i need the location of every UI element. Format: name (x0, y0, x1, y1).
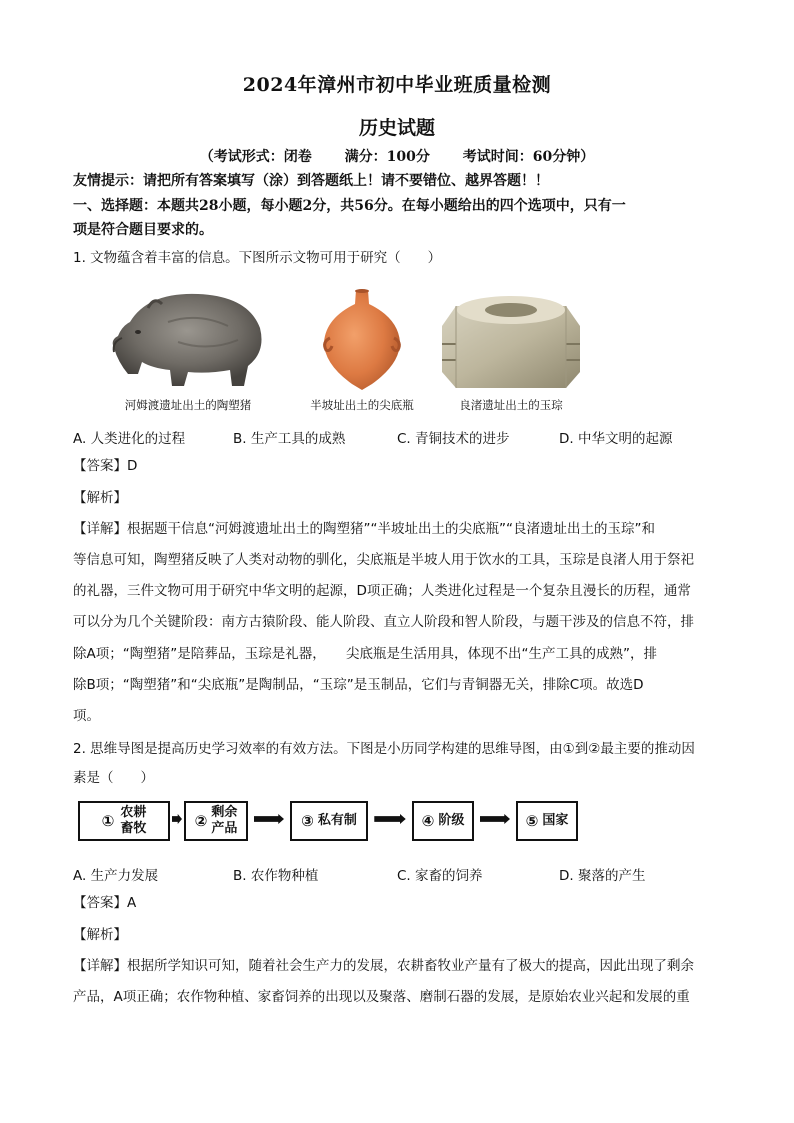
q1-analysis-heading: 【解析】 (73, 490, 127, 506)
q1-option-a[interactable]: A. 人类进化的过程 (73, 431, 186, 447)
flow-box-state: ⑤ 国家 (516, 801, 578, 841)
page-subtitle: 历史试题 (358, 117, 435, 139)
q1-detail-line: 可以分为几个关键阶段：南方古猿阶段、能人阶段、直立人阶段和智人阶段，与题干涉及的信息不符，排 (73, 614, 694, 630)
caption-cong: 良渚遗址出土的玉琮 (459, 398, 563, 412)
pointed-bottom-bottle-image (316, 286, 408, 392)
flow-box-surplus: ② 剩余 产品 (184, 801, 248, 841)
q1-detail-line: 等信息可知，陶塑猪反映了人类对动物的驯化，尖底瓶是半坡人用于饮水的工具，玉琮是良渚人用于祭祀 (73, 552, 694, 568)
arrow-right-icon (248, 814, 290, 824)
q1-option-d[interactable]: D. 中华文明的起源 (559, 431, 673, 447)
caption-pig: 河姆渡遗址出土的陶塑猪 (124, 398, 252, 412)
notice: 友情提示：请把所有答案填写（涂）到答题纸上！请不要错位、越界答题！！ (73, 173, 549, 189)
q1-detail-line: 除B项；“陶塑猪”和“尖底瓶”是陶制品，“玉琮”是玉制品，它们与青铜器无关，排除C项。故选D (73, 677, 644, 693)
flow-box-farming: ① 农耕 畜牧 (78, 801, 170, 841)
page-title: 2024年漳州市初中毕业班质量检测 (242, 74, 552, 96)
q2-detail-line: 【详解】根据所学知识可知，随着社会生产力的发展，农耕畜牧业产量有了极大的提高，因此出现了剩余 (73, 958, 694, 974)
arrow-right-icon (170, 814, 184, 824)
q1-answer: 【答案】D (73, 458, 138, 474)
q1-detail-line: 项。 (73, 708, 100, 724)
flow-box-private-ownership: ③ 私有制 (290, 801, 368, 841)
q1-detail-line: 除A项；“陶塑猪”是陪葬品，玉琮是礼器， 尖底瓶是生活用具，体现不出“生产工具的成熟”，排 (73, 646, 657, 662)
pottery-pig-image (108, 282, 268, 390)
flow-box-class: ④ 阶级 (412, 801, 474, 841)
arrow-right-icon (368, 814, 412, 824)
q1-detail-line: 的礼器，三件文物可用于研究中华文明的起源，D项正确；人类进化过程是一个复杂且漫长的历程，通常 (73, 583, 691, 599)
q1-option-b[interactable]: B. 生产工具的成熟 (233, 431, 346, 447)
section1-line1: 一、选择题：本题共28小题，每小题2分，共56分。在每小题给出的四个选项中，只有一 (73, 198, 626, 214)
q2-option-a[interactable]: A. 生产力发展 (73, 868, 159, 884)
section1-line2: 项是符合题目要求的。 (73, 222, 213, 238)
exam-score: 满分：100分 (344, 149, 430, 165)
caption-bottle: 半坡址出土的尖底瓶 (310, 398, 414, 412)
q2-analysis-heading: 【解析】 (73, 927, 127, 943)
jade-cong-image (436, 284, 586, 392)
exam-meta (0, 146, 794, 166)
q2-detail-line: 产品，A项正确；农作物种植、家畜饲养的出现以及聚落、磨制石器的发展，是原始农业兴起和发展的重 (73, 989, 690, 1005)
arrow-right-icon (474, 814, 516, 824)
exam-form: （考试形式：闭卷 (199, 149, 312, 165)
q2-stem-line: 2. 思维导图是提高历史学习效率的有效方法。下图是小历同学构建的思维导图，由①到②最主要的推动因 (73, 741, 695, 757)
q1-stem: 1. 文物蕴含着丰富的信息。下图所示文物可用于研究（ ） (73, 250, 442, 266)
q2-option-b[interactable]: B. 农作物种植 (233, 868, 319, 884)
q2-answer: 【答案】A (73, 895, 137, 911)
q2-option-d[interactable]: D. 聚落的产生 (559, 868, 646, 884)
q1-option-c[interactable]: C. 青铜技术的进步 (397, 431, 510, 447)
q1-detail-line: 【详解】根据题干信息“河姆渡遗址出土的陶塑猪”“半坡址出土的尖底瓶”“良渚遗址出土的玉琮”和 (73, 521, 655, 537)
q2-option-c[interactable]: C. 家畜的饲养 (397, 868, 483, 884)
q2-stem-line: 素是（ ） (73, 770, 154, 786)
exam-time: 考试时间：60分钟） (462, 149, 595, 165)
